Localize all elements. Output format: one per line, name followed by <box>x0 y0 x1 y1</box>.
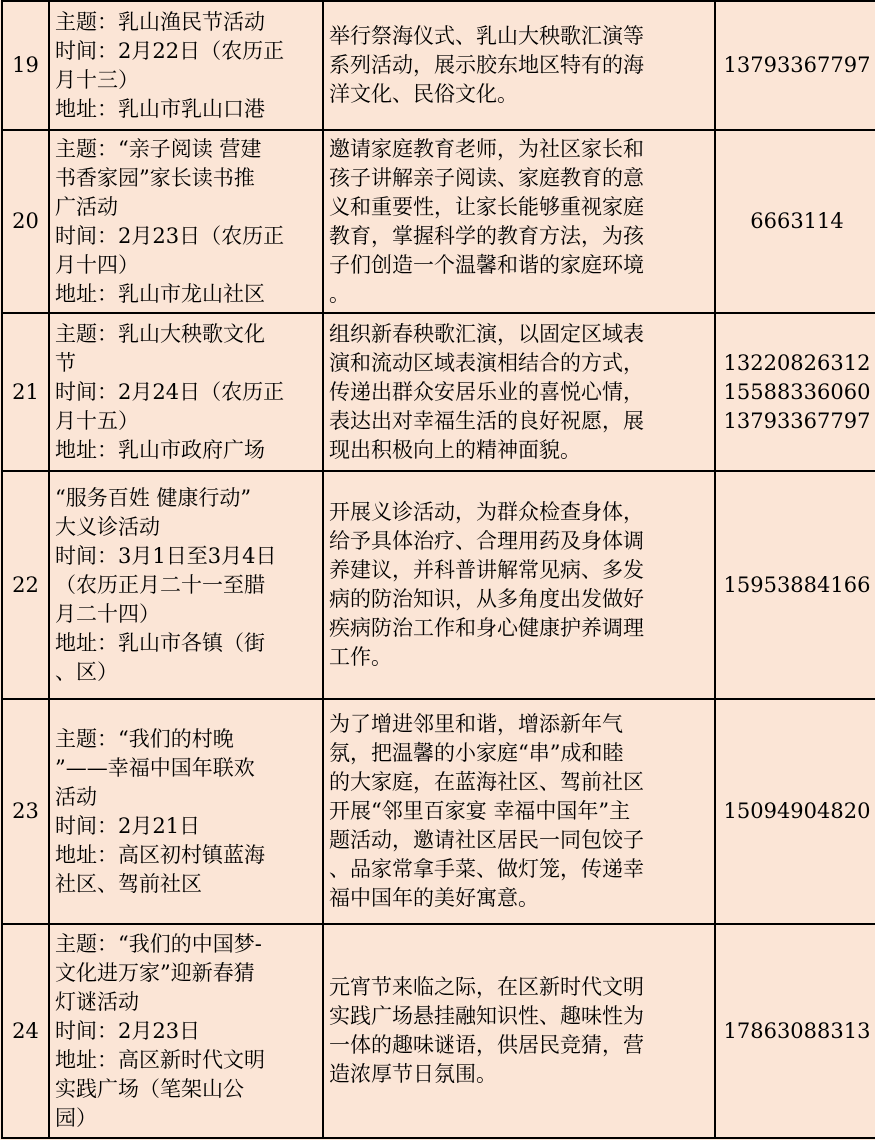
activity-description-cell <box>323 313 715 471</box>
activity-description-line: 邀请家庭教育老师，为社区家长和 <box>329 136 644 161</box>
activity-description-line: 疾病防治工作和身心健康护养调理 <box>329 616 644 640</box>
activity-description-cell <box>323 130 715 313</box>
activity-description-line: 氛，把温馨的小家庭“串”成和睦 <box>329 741 624 765</box>
activity-info-line: 时间：2月23日 <box>55 1018 201 1043</box>
activity-info-line: 主题：“亲子阅读 营建 <box>55 136 262 161</box>
table-row <box>2 924 875 1138</box>
contact-phone-number: 13793367797 <box>723 53 871 77</box>
contact-phone-cell <box>715 1 875 130</box>
contact-phone-number: 13793367797 <box>723 408 871 433</box>
activity-description-cell <box>323 1 715 130</box>
activity-description-cell <box>323 924 715 1138</box>
activity-info-line: 地址：高区初村镇蓝海 <box>55 842 265 867</box>
contact-phone-number: 17863088313 <box>723 1018 871 1043</box>
activity-description-line: 开展“邻里百家宴 幸福中国年”主 <box>329 799 631 823</box>
contact-phone-number: 15588336060 <box>723 379 871 404</box>
activity-table <box>1 0 875 1139</box>
activity-table-body <box>2 1 875 1138</box>
activity-description-line: 洋文化、民俗文化。 <box>329 82 518 106</box>
activity-info-line: 灯谜活动 <box>55 989 139 1014</box>
activity-description-line: 工作。 <box>329 645 392 669</box>
activity-info-line: 地址：乳山市政府广场 <box>55 437 265 462</box>
activity-info-line: 地址：高区新时代文明 <box>55 1047 265 1072</box>
row-number: 22 <box>2 471 49 699</box>
contact-phone-number: 6663114 <box>750 209 844 233</box>
contact-phone-number: 15953884166 <box>723 572 871 597</box>
table-row <box>2 130 875 313</box>
activity-info-line: 时间：3月1日至3月4日 <box>55 543 277 568</box>
activity-description-cell <box>323 471 715 699</box>
activity-info-line: 时间：2月23日（农历正 <box>55 223 285 248</box>
activity-info-line: 地址：乳山市各镇（街 <box>55 630 265 655</box>
activity-description-line: 元宵节来临之际，在区新时代文明 <box>329 975 644 999</box>
activity-description-line: 开展义诊活动，为群众检查身体， <box>329 500 644 524</box>
contact-phone-cell <box>715 130 875 313</box>
activity-info-line: 社区、驾前社区 <box>55 871 202 896</box>
activity-description-line: 系列活动，展示胶东地区特有的海 <box>329 53 644 77</box>
contact-phone-cell <box>715 699 875 924</box>
activity-info-line: 、区） <box>55 659 118 684</box>
activity-description-line: 给予具体治疗、合理用药及身体调 <box>329 529 644 553</box>
activity-info-line: 月十四） <box>55 252 139 277</box>
table-row <box>2 471 875 699</box>
activity-description-line: 举行祭海仪式、乳山大秧歌汇演等 <box>329 24 644 48</box>
activity-description-line: 造浓厚节日氛围。 <box>329 1062 497 1086</box>
activity-description-line: 义和重要性，让家长能够重视家庭 <box>329 194 644 219</box>
activity-info-line: 时间：2月24日（农历正 <box>55 379 285 404</box>
activity-info-cell <box>49 313 323 471</box>
activity-info-line: 月十三） <box>55 67 139 92</box>
activity-info-line: 广活动 <box>55 194 118 219</box>
activity-description-line: 教育，掌握科学的教育方法，为孩 <box>329 223 644 248</box>
activity-info-line: 节 <box>55 350 76 375</box>
row-number: 20 <box>2 130 49 313</box>
activity-description-line: 一体的趣味谜语，供居民竞猜，营 <box>329 1033 644 1057</box>
activity-description-line: 演和流动区域表演相结合的方式， <box>329 350 644 375</box>
table-row <box>2 313 875 471</box>
activity-description-line: 组织新春秧歌汇演，以固定区域表 <box>329 321 644 346</box>
row-number: 19 <box>2 1 49 130</box>
activity-info-line: 文化进万家”迎新春猜 <box>55 960 255 985</box>
activity-description-line: 福中国年的美好寓意。 <box>329 886 539 910</box>
activity-info-line: （农历正月二十一至腊 <box>55 572 265 597</box>
activity-info-line: 实践广场（笔架山公 <box>55 1076 244 1101</box>
row-number: 23 <box>2 699 49 924</box>
activity-info-line: ”——幸福中国年联欢 <box>55 755 255 780</box>
activity-description-cell <box>323 699 715 924</box>
activity-info-line: 书香家园”家长读书推 <box>55 165 255 190</box>
activity-description-line: 子们创造一个温馨和谐的家庭环境 <box>329 252 644 277</box>
activity-info-cell <box>49 130 323 313</box>
activity-info-line: 主题：乳山大秧歌文化 <box>55 321 265 346</box>
row-number: 24 <box>2 924 49 1138</box>
table-row <box>2 699 875 924</box>
activity-info-line: 主题：乳山渔民节活动 <box>55 9 265 34</box>
activity-description-line: 实践广场悬挂融知识性、趣味性为 <box>329 1004 644 1028</box>
activity-info-line: “服务百姓 健康行动” <box>55 485 252 510</box>
activity-info-line: 园） <box>55 1105 97 1130</box>
activity-info-line: 时间：2月22日（农历正 <box>55 38 285 63</box>
activity-description-line: 题活动，邀请社区居民一同包饺子 <box>329 828 644 852</box>
activity-description-line: 的大家庭，在蓝海社区、驾前社区 <box>329 770 644 794</box>
activity-info-cell <box>49 924 323 1138</box>
activity-info-line: 主题：“我们的中国梦- <box>55 931 262 956</box>
activity-info-line: 月二十四） <box>55 601 160 626</box>
contact-phone-cell <box>715 924 875 1138</box>
activity-description-line: 、品家常拿手菜、做灯笼，传递幸 <box>329 857 644 881</box>
activity-description-line: 为了增进邻里和谐，增添新年气 <box>329 712 623 736</box>
activity-info-line: 地址：乳山市龙山社区 <box>55 281 265 306</box>
activity-info-line: 活动 <box>55 784 97 809</box>
activity-description-line: 表达出对幸福生活的良好祝愿，展 <box>329 408 644 433</box>
row-number: 21 <box>2 313 49 471</box>
contact-phone-number: 13220826312 <box>723 350 871 375</box>
activity-description-line: 传递出群众安居乐业的喜悦心情， <box>329 379 644 404</box>
contact-phone-cell <box>715 313 875 471</box>
activity-info-cell <box>49 699 323 924</box>
table-row <box>2 1 875 130</box>
activity-info-line: 月十五） <box>55 408 139 433</box>
activity-info-line: 大义诊活动 <box>55 514 160 539</box>
activity-info-cell <box>49 471 323 699</box>
activity-description-line: 孩子讲解亲子阅读、家庭教育的意 <box>329 165 644 190</box>
activity-description-line: 病的防治知识，从多角度出发做好 <box>329 587 644 611</box>
activity-description-line: 。 <box>329 281 350 306</box>
activity-info-line: 地址：乳山市乳山口港 <box>55 96 265 121</box>
contact-phone-number: 15094904820 <box>723 799 871 823</box>
activity-description-line: 现出积极向上的精神面貌。 <box>329 437 581 462</box>
activity-info-line: 主题：“我们的村晚 <box>55 726 234 751</box>
activity-description-line: 养建议，并科普讲解常见病、多发 <box>329 558 644 582</box>
activity-info-line: 时间：2月21日 <box>55 813 201 838</box>
activity-info-cell <box>49 1 323 130</box>
contact-phone-cell <box>715 471 875 699</box>
